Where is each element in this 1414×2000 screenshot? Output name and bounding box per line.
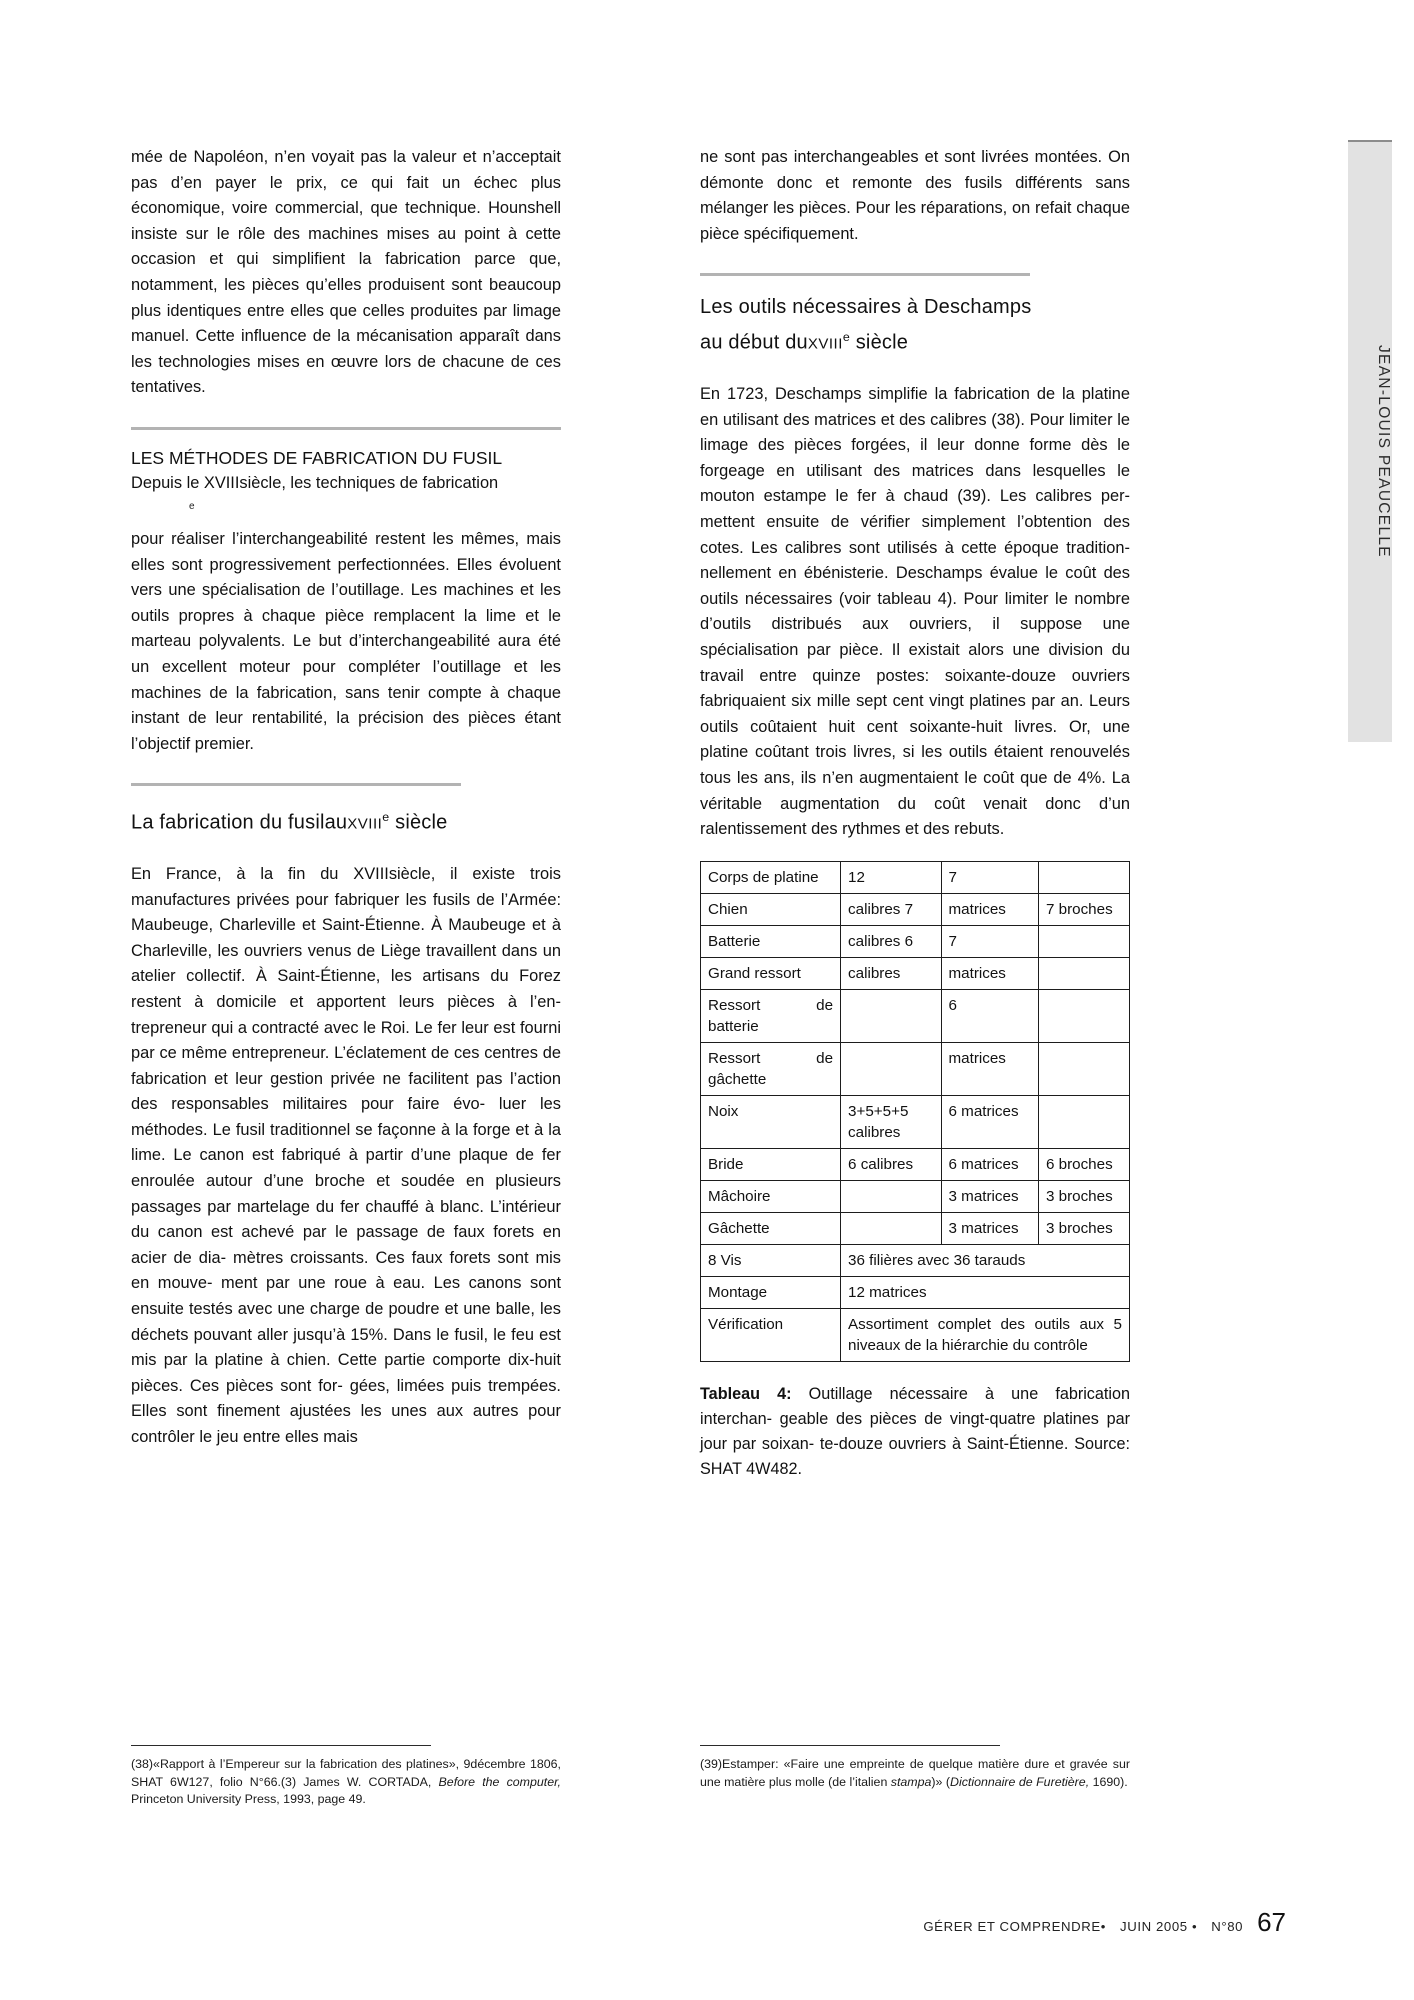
table-cell-item: Noix xyxy=(701,1095,841,1148)
subsection-title xyxy=(131,802,561,840)
footnote-left-text xyxy=(131,1756,561,1809)
table-cell-item: Corps de platine xyxy=(701,861,841,893)
footnote-rule xyxy=(700,1745,1000,1746)
table-cell-col4 xyxy=(1038,861,1129,893)
table-row xyxy=(701,957,1130,989)
table-row xyxy=(701,1212,1130,1244)
right-subsection-title-ordinal: e xyxy=(842,330,850,345)
section-title: LES MÉTHODES DE FABRICATION DU FUSIL xyxy=(131,447,503,468)
table-cell-col3: 7 xyxy=(941,861,1038,893)
table-cell-item: Gâchette xyxy=(701,1212,841,1244)
table-cell-item: Ressort de batterie xyxy=(701,989,841,1042)
running-head xyxy=(1348,140,1392,742)
table-row xyxy=(701,893,1130,925)
left-paragraph-3: En France, à la fin du XVIIIsiècle, il existe trois manufactures privées pour fabriquer les fusils de l’Armée: Maubeuge, Charleville et Saint-Étienne. À Maubeuge et à Charleville, les ouvriers venus de Liège travaillent dans un atelier collectif. À Saint-Étienne, les artisans du Forez restent à domicile et apportent leurs pièces à l’en- trepreneur qui a contracté avec le Roi. Le fer leur est fourni par ce même entrepreneur. L’éclatement de ces centres de fabrication et leur gestion privée ne facilitent pas l’action des responsables militaires pour faire évo- luer les méthodes. Le fusil traditionnel se façonne à la forge et à la lime. Le canon est fabriqué à partir d’une plaque de fer enroulée autour d’une broche et soudée en plusieurs passages par martelage du fer chauffé à blanc. L’intérieur du canon est achevé par le passage de faux forets en acier de dia- mètres croissants. Ces faux forets sont mis en mouve- ment par une roue à eau. Les canons sont ensuite testés avec une charge de poudre et une balle, les déchets pouvant aller jusqu’à 15%. Dans le fusil, le feu est mis par la platine à chien. Cette partie comporte dix-huit pièces. Ces pièces sont for- gées, limées puis trempées. Elles sont finement ajustées les unes aux autres pour contrôler le jeu entre elles mais xyxy=(131,864,561,1446)
table-cell-col2: calibres 7 xyxy=(841,893,941,925)
table-cell-col3: matrices xyxy=(941,893,1038,925)
footnote-right-text-a: Estamper: «Faire une empreinte de quelque matière dure et gravée sur une matière plus molle (de l’italien xyxy=(700,1757,1130,1789)
table-cell-span: 36 filières avec 36 tarauds xyxy=(841,1244,1130,1276)
footnote-rule xyxy=(131,1745,431,1746)
table-cell-col4: 6 broches xyxy=(1038,1148,1129,1180)
table-cell-col2: calibres xyxy=(841,957,941,989)
table-cell-col2 xyxy=(841,1212,941,1244)
footnote-right-text xyxy=(700,1756,1130,1791)
table-row xyxy=(701,1244,1130,1276)
right-subsection-title-siecle: siècle xyxy=(849,332,909,355)
table-row xyxy=(701,925,1130,957)
table-cell-col4 xyxy=(1038,925,1129,957)
table-cell-col3: 6 matrices xyxy=(941,1095,1038,1148)
footnote-right-number: (39) xyxy=(700,1757,723,1771)
table-caption-text: Outillage nécessaire à une fabrication interchan- geable des pièces de vingt-quatre platines par jour par soixan- te-douze ouvriers à Saint-Étienne. Source: SHAT 4W482. xyxy=(700,1384,1131,1478)
table-cell-col2 xyxy=(841,1180,941,1212)
table-cell-col3: 6 xyxy=(941,989,1038,1042)
footnote-left-text-b: Princeton University Press, 1993, page 49. xyxy=(131,1792,366,1806)
table-row xyxy=(701,989,1130,1042)
subsection-title-text: La fabrication du fusil xyxy=(131,811,325,834)
right-subsection-divider-rule xyxy=(700,273,1030,276)
subsection-title-century: XVIII xyxy=(347,815,383,833)
page-number: 67 xyxy=(1257,1907,1286,1937)
table-cell-item: Bride xyxy=(701,1148,841,1180)
right-subsection-title-line2 xyxy=(700,322,1130,360)
footnote-right-italic-b: Dictionnaire de Furetière, xyxy=(950,1774,1090,1789)
footnote-right xyxy=(700,1745,1130,1791)
left-paragraph-1: mée de Napoléon, n’en voyait pas la valeur et n’acceptait pas d’en payer le prix, ce qui fait un échec plus économique, voire commercial, que technique. Hounshell insiste sur le rôle des machines mises au point à cette occasion et qui simplifient la fabrication parce que, notamment, les pièces qu’elles produisent sont beaucoup plus identiques entre elles que celles produites par limage manuel. Cette influence de la mécanisation apparaît dans les technologies mises en œuvre lors de chacune de ces tentatives. xyxy=(131,148,561,397)
table-row xyxy=(701,861,1130,893)
table-cell-col4: 3 broches xyxy=(1038,1212,1129,1244)
table-cell-span: Assortiment complet des outils aux 5 niveaux de la hiérarchie du contrôle xyxy=(841,1308,1130,1361)
table-cell-col2: 6 calibres xyxy=(841,1148,941,1180)
left-paragraph-2: pour réaliser l’interchangeabilité restent les mêmes, mais elles sont progressivement perfectionnées. Elles évoluent vers une spécialisation de l’outillage. Les machines et les outils propres à chaque pièce remplacent la lime et le marteau polyvalents. Le but d’interchangeabilité aura été un excellent moteur pour compléter l’outillage et les machines de la fabrication, sans tenir compte à chaque instant de leur rentabilité, la précision des pièces étant l’objectif premier. xyxy=(131,529,561,753)
section-subtitle: Depuis le XVIIIsiècle, les techniques de fabrication xyxy=(131,473,499,492)
right-subsection-title-line1: Les outils nécessaires à Deschamps xyxy=(700,296,1032,319)
left-column xyxy=(131,145,561,1451)
table-cell-col3: matrices xyxy=(941,1042,1038,1095)
footer-journal: GÉRER ET COMPRENDRE• xyxy=(923,1919,1107,1934)
table-cell-col3: 6 matrices xyxy=(941,1148,1038,1180)
page-footer xyxy=(923,1907,1286,1938)
subsection-title-siecle: siècle xyxy=(389,811,448,834)
table-cell-item: Chien xyxy=(701,893,841,925)
footnote-right-italic-a: stampa xyxy=(890,1774,932,1789)
table-cell-col4 xyxy=(1038,1095,1129,1148)
table-cell-col3: 3 matrices xyxy=(941,1212,1038,1244)
table-cell-item: Mâchoire xyxy=(701,1180,841,1212)
table-row xyxy=(701,1148,1130,1180)
table-row xyxy=(701,1180,1130,1212)
footer-issue: N°80 xyxy=(1211,1919,1244,1934)
table-cell-col2 xyxy=(841,989,941,1042)
footnote-left xyxy=(131,1745,561,1809)
tools-table xyxy=(700,861,1130,1362)
table-cell-col4: 3 broches xyxy=(1038,1180,1129,1212)
subsection-title-ordinal: e xyxy=(382,810,390,825)
table-row xyxy=(701,1276,1130,1308)
tools-table-body xyxy=(701,861,1130,1361)
table-cell-item: Ressort de gâchette xyxy=(701,1042,841,1095)
table-cell-col2: calibres 6 xyxy=(841,925,941,957)
table-cell-span: 12 matrices xyxy=(841,1276,1130,1308)
section-divider-rule xyxy=(131,427,561,430)
table-cell-col4: 7 broches xyxy=(1038,893,1129,925)
table-cell-col2 xyxy=(841,1042,941,1095)
table-cell-col2: 3+5+5+5 calibres xyxy=(841,1095,941,1148)
table-caption-label: Tableau 4: xyxy=(700,1384,792,1403)
table-row xyxy=(701,1042,1130,1095)
right-subsection-title xyxy=(700,292,1130,360)
footnote-right-text-c: 1690). xyxy=(1089,1774,1128,1789)
table-cell-col3: matrices xyxy=(941,957,1038,989)
table-row xyxy=(701,1095,1130,1148)
right-column xyxy=(700,145,1130,1482)
table-caption xyxy=(700,1382,1130,1482)
table-cell-col4 xyxy=(1038,1042,1129,1095)
right-paragraph-1: ne sont pas interchangeables et sont livrées montées. On démonte donc et remonte des fusils différents sans mélanger les pièces. Pour les réparations, on refait chaque pièce spécifiquement. xyxy=(700,148,1130,243)
table-cell-col2: 12 xyxy=(841,861,941,893)
section-subtitle-superscript: e xyxy=(189,500,195,512)
table-cell-item: 8 Vis xyxy=(701,1244,841,1276)
footer-date: JUIN 2005 • xyxy=(1120,1919,1198,1934)
table-cell-item: Montage xyxy=(701,1276,841,1308)
right-subsection-title-century: XVIII xyxy=(807,336,843,354)
table-cell-col4 xyxy=(1038,957,1129,989)
table-cell-item: Grand ressort xyxy=(701,957,841,989)
right-paragraph-2: En 1723, Deschamps simplifie la fabrication de la platine en utilisant des matrices et des calibres (38). Pour limiter le limage des pièces forgées, il leur donne forme dès le forgeage en utilisant des matrices dans lesquelles le mouton estampe le fer à chaud (39). Les calibres per- mettent ensuite de vérifier simplement l’obtention des cotes. Les calibres sont utilisés à cette époque tradition- nellement en ébénisterie. Deschamps évalue le coût des outils nécessaires (voir tableau 4). Pour limiter le nombre d’outils distribués aux ouvriers, il suppose une spécialisation par pièce. Il existait alors une division du travail entre quinze postes: soixante-douze ouvriers fabriquaient six mille sept cent vingt platines par an. Leurs outils coûtaient huit cent soixante-huit livres. Or, une platine coûtant trois livres, si les outils étaient renouvelés tous les ans, ils n’en augmentaient le coût que de 4%. La véritable augmentation du coût venait donc d’un ralentissement des rythmes et des rebuts. xyxy=(700,385,1130,839)
table-row xyxy=(701,1308,1130,1361)
right-subsection-title-debut: au début du xyxy=(700,332,808,355)
subsection-title-au: au xyxy=(324,811,348,834)
subsection-divider-rule xyxy=(131,783,461,786)
table-cell-col3: 7 xyxy=(941,925,1038,957)
table-cell-item: Vérification xyxy=(701,1308,841,1361)
table-cell-col4 xyxy=(1038,989,1129,1042)
footnote-left-text-a: «Rapport à l’Empereur sur la fabrication des platines», 9décembre 1806, SHAT 6W127, folio N°66.(3) James W. CORTADA, xyxy=(131,1757,561,1789)
footnote-left-italic: Before the computer, xyxy=(438,1774,562,1789)
footnote-right-text-b: )» ( xyxy=(931,1774,951,1789)
table-cell-col3: 3 matrices xyxy=(941,1180,1038,1212)
table-cell-item: Batterie xyxy=(701,925,841,957)
running-head-label: JEAN-LOUIS PEAUCELLE xyxy=(1375,344,1392,558)
footnote-left-number: (38) xyxy=(131,1757,154,1771)
